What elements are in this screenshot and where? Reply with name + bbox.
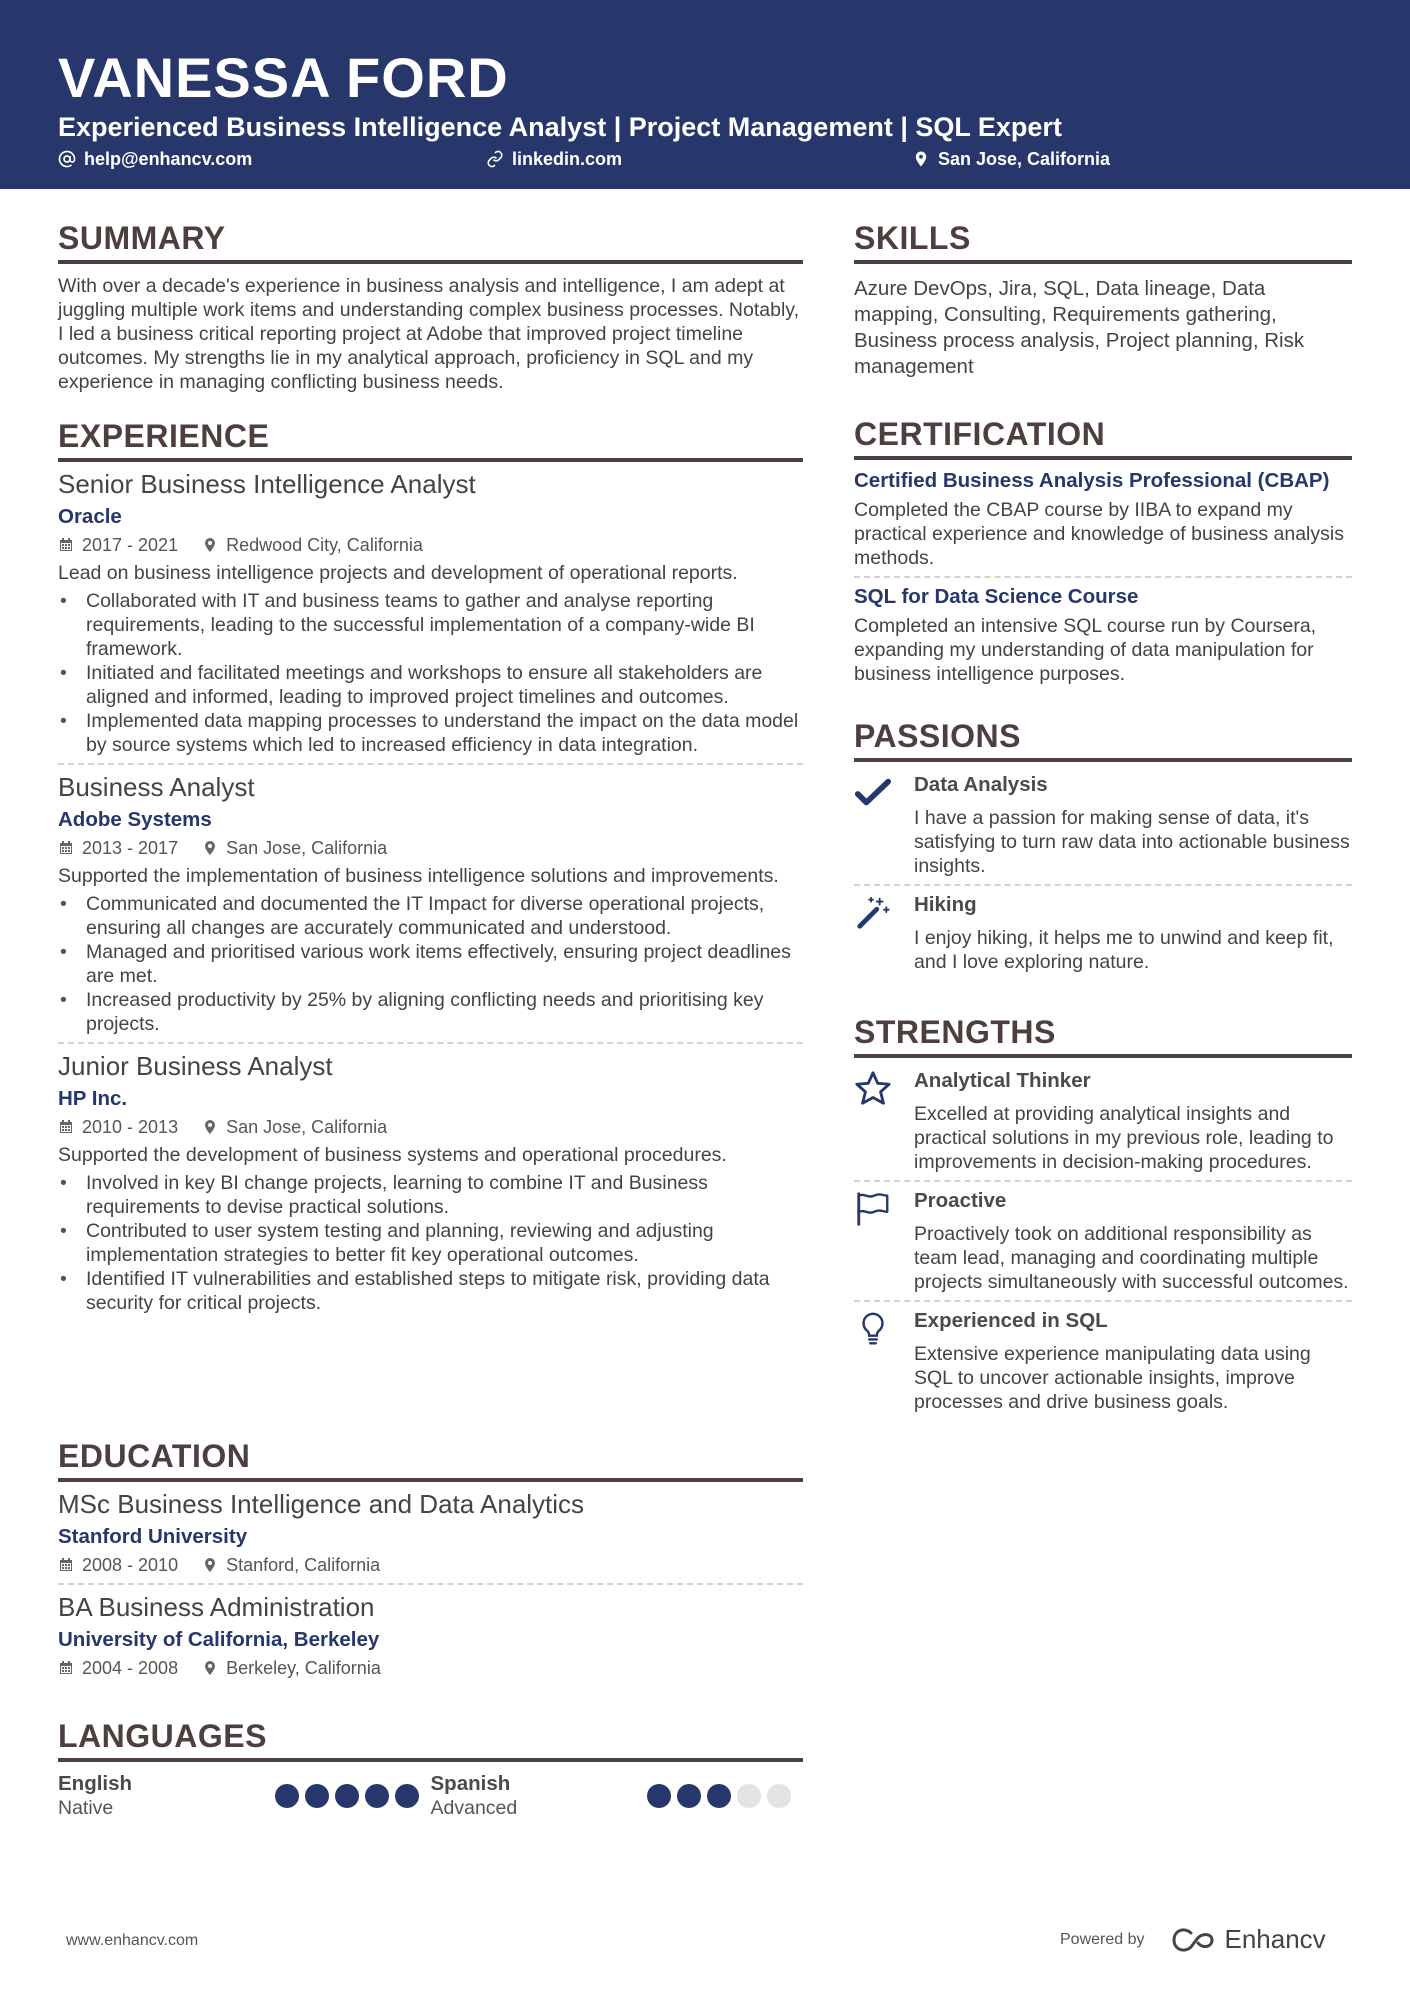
strength-item [854, 1068, 1352, 1174]
passion-text: I enjoy hiking, it helps me to unwind and keep fit, and I love exploring nature. [914, 927, 1334, 973]
education-entry [58, 1591, 803, 1680]
passion-item [854, 892, 1352, 974]
skills-section [854, 218, 1352, 380]
passion-item [854, 772, 1352, 878]
contact-linkedin[interactable] [486, 147, 622, 171]
divider [854, 1180, 1352, 1182]
rating-dot-filled [395, 1784, 419, 1808]
job-role: Senior Business Intelligence Analyst [58, 469, 476, 499]
certification-name: Certified Business Analysis Professional (CBAP) [854, 469, 1330, 492]
section-title: SKILLS [854, 218, 1352, 264]
section-title: LANGUAGES [58, 1716, 803, 1762]
education-section [58, 1436, 803, 1680]
strength-name: Analytical Thinker [914, 1069, 1091, 1092]
job-entry [58, 1050, 803, 1315]
link-icon [486, 150, 504, 168]
education-dates: 2008 - 2010 [82, 1555, 179, 1575]
job-bullets [58, 1171, 803, 1315]
job-company: Adobe Systems [58, 808, 212, 831]
language-item [431, 1772, 804, 1820]
strength-name: Experienced in SQL [914, 1309, 1108, 1332]
divider [58, 1042, 803, 1044]
job-description: Supported the development of business systems and operational procedures. [58, 1144, 727, 1166]
map-pin-icon [912, 150, 930, 168]
passion-name: Data Analysis [914, 773, 1048, 796]
strength-item [854, 1188, 1352, 1294]
calendar-icon [58, 1119, 74, 1135]
experience-section [58, 416, 803, 1315]
job-location: San Jose, California [226, 838, 388, 858]
map-pin-icon [202, 1660, 218, 1676]
certification-item [854, 468, 1352, 570]
rating-dot-filled [305, 1784, 329, 1808]
certification-name: SQL for Data Science Course [854, 585, 1139, 608]
resume-header [0, 0, 1410, 189]
job-description: Supported the implementation of business intelligence solutions and improvements. [58, 865, 779, 887]
check-icon [854, 774, 892, 812]
education-meta [58, 1553, 803, 1577]
powered-by-label: Powered by [1060, 1930, 1145, 1948]
magic-wand-icon [854, 894, 892, 932]
brand-logo[interactable] [1171, 1924, 1326, 1955]
job-location: Redwood City, California [226, 535, 423, 555]
lightbulb-icon [854, 1310, 892, 1348]
rating-dot-empty [737, 1784, 761, 1808]
email-text: help@enhancv.com [84, 149, 253, 169]
strength-item [854, 1308, 1352, 1414]
language-rating [647, 1784, 791, 1820]
language-list [58, 1772, 803, 1820]
passions-section [854, 716, 1352, 974]
contact-location [912, 147, 1110, 171]
location-text: San Jose, California [938, 149, 1111, 169]
rating-dot-empty [767, 1784, 791, 1808]
divider [854, 576, 1352, 578]
divider [854, 884, 1352, 886]
section-title: EDUCATION [58, 1436, 803, 1482]
strength-text: Proactively took on additional responsibility as team lead, managing and coordinating multiple projects simultaneously with successful outcomes. [914, 1223, 1349, 1293]
passion-text: I have a passion for making sense of data, it's satisfying to turn raw data into actionable business insights. [914, 807, 1350, 877]
education-location: Stanford, California [226, 1555, 381, 1575]
education-location: Berkeley, California [226, 1658, 381, 1678]
headline: Experienced Business Intelligence Analyst | Project Management | SQL Expert [58, 112, 1062, 142]
degree: MSc Business Intelligence and Data Analytics [58, 1489, 585, 1519]
calendar-icon [58, 1557, 74, 1573]
education-meta [58, 1656, 803, 1680]
languages-section [58, 1716, 803, 1820]
job-company: Oracle [58, 505, 122, 528]
bullet-item: • Managed and prioritised various work items effectively, ensuring project deadlines are met. [58, 940, 803, 988]
job-meta [58, 1115, 803, 1139]
certification-item [854, 584, 1352, 686]
linkedin-text: linkedin.com [512, 149, 623, 169]
strength-text: Extensive experience manipulating data using SQL to uncover actionable insights, improve processes and drive business goals. [914, 1343, 1311, 1413]
language-level: Advanced [430, 1797, 518, 1819]
job-meta [58, 836, 803, 860]
footer-website[interactable]: www.enhancv.com [66, 1932, 199, 1949]
language-rating [275, 1784, 419, 1820]
bullet-item: • Collaborated with IT and business teams to gather and analyse reporting requirements, leading to the successful implementation of a company-wide BI framework. [58, 589, 803, 661]
strength-name: Proactive [914, 1189, 1007, 1212]
bullet-item: • Increased productivity by 25% by aligning conflicting needs and prioritising key projects. [58, 988, 803, 1036]
calendar-icon [58, 840, 74, 856]
divider [854, 1300, 1352, 1302]
certification-text: Completed an intensive SQL course run by Coursera, expanding my understanding of data manipulation for business intelligence purposes. [854, 615, 1317, 685]
calendar-icon [58, 537, 74, 553]
job-description: Lead on business intelligence projects and development of operational reports. [58, 562, 738, 584]
section-title: STRENGTHS [854, 1012, 1352, 1058]
language-item [58, 1772, 431, 1820]
job-entry [58, 771, 803, 1036]
bullet-item: • Initiated and facilitated meetings and workshops to ensure all stakeholders are aligned and informed, leading to improved project timelines and outcomes. [58, 661, 803, 709]
language-name: English [58, 1772, 133, 1795]
rating-dot-filled [335, 1784, 359, 1808]
summary-text: With over a decade's experience in business analysis and intelligence, I am adept at juggling multiple work items and understanding complex business processes. Notably, I led a business critical reporting project at Adobe that improved project timeline outcomes. My strengths lie in my analytical approach, proficiency in SQL and my experience in managing conflicting business needs. [58, 275, 800, 393]
certification-section [854, 414, 1352, 686]
job-entry [58, 468, 803, 757]
school: Stanford University [58, 1525, 248, 1548]
at-icon [58, 150, 76, 168]
footer-branding [1060, 1924, 1326, 1955]
job-role: Junior Business Analyst [58, 1051, 333, 1081]
rating-dot-filled [677, 1784, 701, 1808]
job-location: San Jose, California [226, 1117, 388, 1137]
job-dates: 2013 - 2017 [82, 838, 179, 858]
divider [58, 1583, 803, 1585]
calendar-icon [58, 1660, 74, 1676]
job-dates: 2010 - 2013 [82, 1117, 179, 1137]
section-title: EXPERIENCE [58, 416, 803, 462]
section-title: CERTIFICATION [854, 414, 1352, 460]
candidate-name: VANESSA FORD [58, 46, 509, 109]
bullet-item: • Identified IT vulnerabilities and established steps to mitigate risk, providing data security for critical projects. [58, 1267, 803, 1315]
job-company: HP Inc. [58, 1087, 128, 1110]
map-pin-icon [202, 537, 218, 553]
star-icon [854, 1070, 892, 1108]
job-bullets [58, 589, 803, 757]
job-role: Business Analyst [58, 772, 255, 802]
map-pin-icon [202, 1119, 218, 1135]
divider [58, 763, 803, 765]
rating-dot-filled [275, 1784, 299, 1808]
strength-text: Excelled at providing analytical insights and practical solutions in my previous role, leading to improvements in decision-making procedures. [914, 1103, 1334, 1173]
language-level: Native [58, 1797, 114, 1819]
job-meta [58, 533, 803, 557]
job-bullets [58, 892, 803, 1036]
brand-name: Enhancv [1224, 1924, 1326, 1954]
bullet-item: • Communicated and documented the IT Impact for diverse operational projects, ensuring all changes are accurately communicated and understood. [58, 892, 803, 940]
certification-text: Completed the CBAP course by IIBA to expand my practical experience and knowledge of business analysis methods. [854, 499, 1344, 569]
flag-icon [854, 1190, 892, 1228]
summary-section [58, 218, 803, 394]
rating-dot-filled [647, 1784, 671, 1808]
section-title: PASSIONS [854, 716, 1352, 762]
map-pin-icon [202, 840, 218, 856]
enhancv-logo-icon [1171, 1927, 1217, 1953]
section-title: SUMMARY [58, 218, 803, 264]
bullet-item: • Contributed to user system testing and planning, reviewing and adjusting implementation strategies to better fit key operational outcomes. [58, 1219, 803, 1267]
skills-text: Azure DevOps, Jira, SQL, Data lineage, Data mapping, Consulting, Requirements gathering, Business process analysis, Project planning, Risk management [854, 277, 1305, 378]
language-name: Spanish [430, 1772, 511, 1795]
rating-dot-filled [365, 1784, 389, 1808]
passion-name: Hiking [914, 893, 977, 916]
degree: BA Business Administration [58, 1592, 375, 1622]
school: University of California, Berkeley [58, 1628, 380, 1651]
strengths-section [854, 1012, 1352, 1414]
rating-dot-filled [707, 1784, 731, 1808]
education-entry [58, 1488, 803, 1577]
contact-email[interactable] [58, 147, 252, 171]
education-dates: 2004 - 2008 [82, 1658, 179, 1678]
map-pin-icon [202, 1557, 218, 1573]
bullet-item: • Implemented data mapping processes to understand the impact on the data model by source systems which led to increased efficiency in data integration. [58, 709, 803, 757]
bullet-item: • Involved in key BI change projects, learning to combine IT and Business requirements to devise practical solutions. [58, 1171, 803, 1219]
job-dates: 2017 - 2021 [82, 535, 179, 555]
